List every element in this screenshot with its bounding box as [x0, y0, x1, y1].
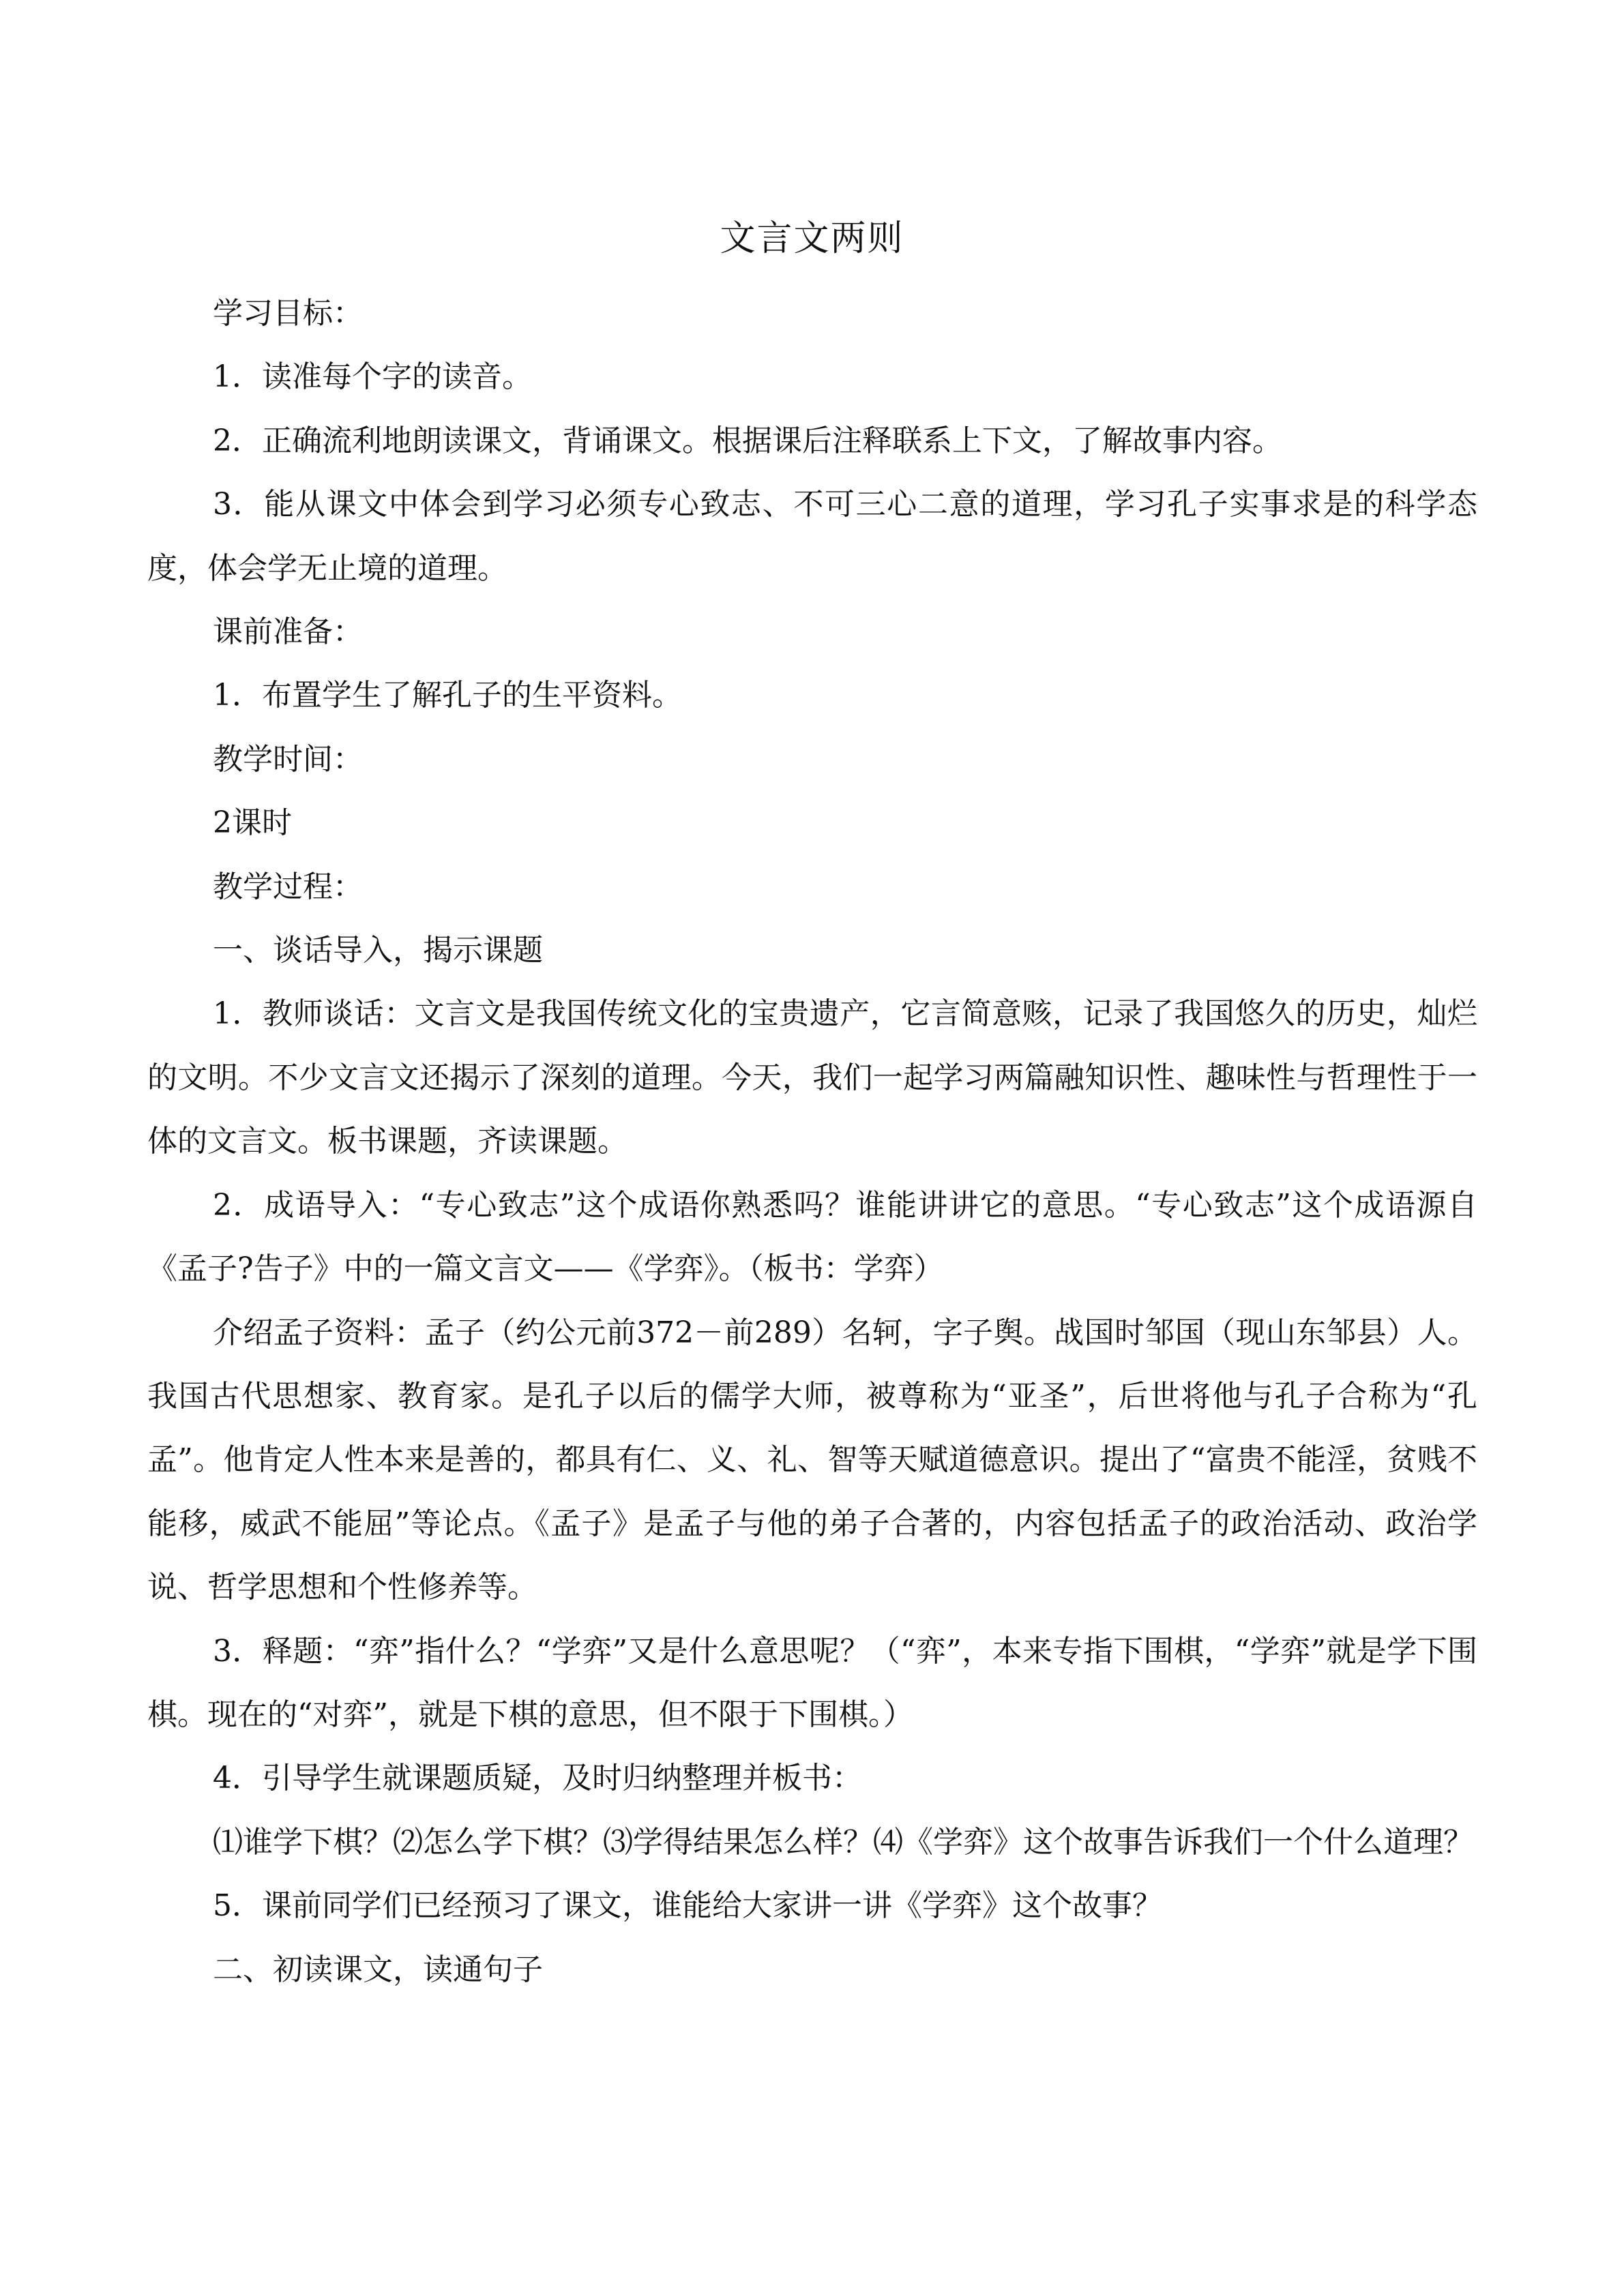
- process-step-2: 2．成语导入：“专心致志”这个成语你熟悉吗？谁能讲讲它的意思。“专心致志”这个成语源自《孟子?告子》中的一篇文言文——《学弈》。（板书：学弈）: [147, 1187, 1477, 1287]
- document-body: [147, 282, 1477, 2001]
- process-step-4: 4．引导学生就课题质疑，及时归纳整理并板书：: [213, 1761, 862, 1796]
- document-title: 文言文两则: [720, 218, 904, 259]
- objective-item-2: 2．正确流利地朗读课文，背诵课文。根据课后注释联系上下文，了解故事内容。: [213, 423, 1282, 458]
- question-list: ⑴谁学下棋？⑵怎么学下棋？⑶学得结果怎么样？⑷《学弈》这个故事告诉我们一个什么道理？: [213, 1824, 1473, 1860]
- mencius-introduction: 介绍孟子资料：孟子（约公元前372－前289）名轲，字子舆。战国时邹国（现山东邹县）人。我国古代思想家、教育家。是孔子以后的儒学大师，被尊称为“亚圣”，后世将他与孔子合称为“孔孟”。他肯定人性本来是善的，都具有仁、义、礼、智等天赋道德意识。提出了“富贵不能淫，贫贱不能移，威武不能屈”等论点。《孟子》是孟子与他的弟子合著的，内容包括孟子的政治活动、政治学说、哲学思想和个性修养等。: [147, 1315, 1477, 1605]
- section-heading-teaching-time: 教学时间：: [213, 741, 363, 777]
- section-heading-teaching-process: 教学过程：: [213, 869, 363, 904]
- teaching-time-value: 2课时: [213, 805, 292, 841]
- section-heading-preparation: 课前准备：: [213, 614, 363, 650]
- process-part-2-heading: 二、初读课文，读通句子: [213, 1952, 543, 1987]
- process-step-1: 1．教师谈话：文言文是我国传统文化的宝贵遗产，它言简意赅，记录了我国悠久的历史，灿烂的文明。不少文言文还揭示了深刻的道理。今天，我们一起学习两篇融知识性、趣味性与哲理性于一体的文言文。板书课题，齐读课题。: [147, 996, 1477, 1159]
- process-step-3: 3．释题：“弈”指什么？“学弈”又是什么意思呢？（“弈”，本来专指下围棋，“学弈”就是学下围棋。现在的“对弈”，就是下棋的意思，但不限于下围棋。）: [147, 1633, 1477, 1732]
- preparation-item-1: 1．布置学生了解孔子的生平资料。: [213, 678, 682, 713]
- objective-item-1: 1．读准每个字的读音。: [213, 359, 532, 395]
- process-step-5: 5．课前同学们已经预习了课文，谁能给大家讲一讲《学弈》这个故事？: [213, 1888, 1162, 1924]
- section-heading-objectives: 学习目标：: [213, 296, 363, 331]
- objective-item-3: 3．能从课文中体会到学习必须专心致志、不可三心二意的道理，学习孔子实事求是的科学态度，体会学无止境的道理。: [147, 487, 1477, 586]
- process-part-1-heading: 一、谈话导入，揭示课题: [213, 933, 543, 968]
